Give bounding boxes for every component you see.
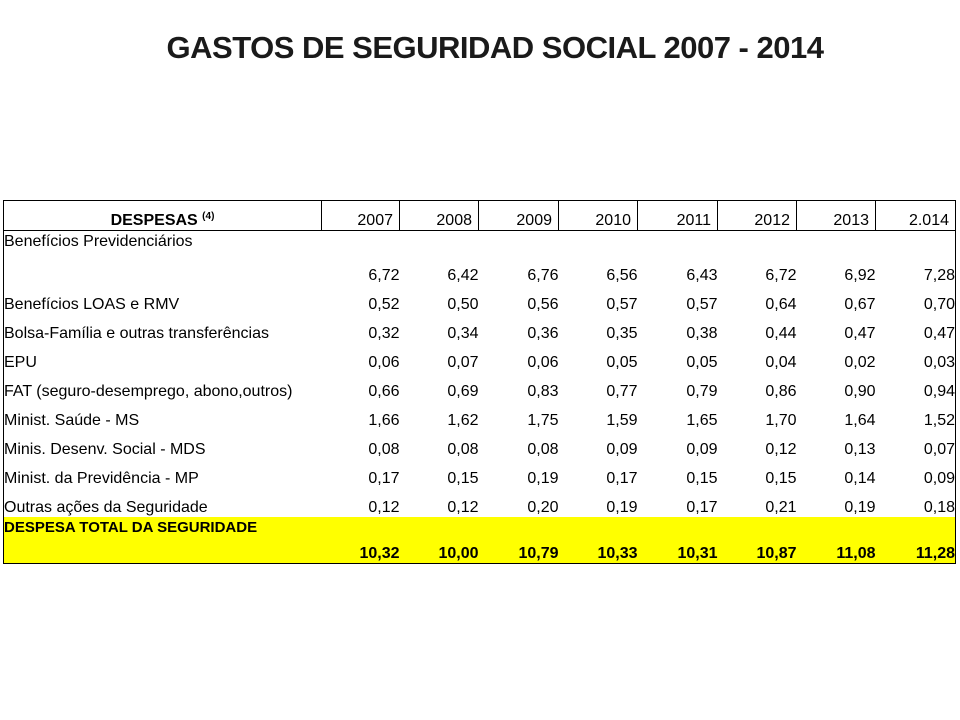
value-cell: 6,72 bbox=[765, 267, 797, 284]
header-label-cell bbox=[4, 201, 322, 231]
value-cell: 0,05 bbox=[686, 354, 718, 371]
value-cell: 0,52 bbox=[368, 296, 400, 313]
row-label: DESPESA TOTAL DA SEGURIDADE bbox=[4, 517, 322, 564]
value-cell: 6,43 bbox=[686, 267, 718, 284]
value-cell: 6,72 bbox=[368, 267, 400, 284]
value-cell: 6,76 bbox=[527, 267, 559, 284]
year-header: 2007 bbox=[322, 201, 400, 231]
value-cell: 0,17 bbox=[606, 470, 638, 487]
value-cell: 0,15 bbox=[447, 470, 479, 487]
value-cell: 0,09 bbox=[606, 441, 638, 458]
value-cell: 0,57 bbox=[606, 296, 638, 313]
value-cell: 0,21 bbox=[765, 499, 797, 516]
year-header: 2009 bbox=[479, 201, 559, 231]
value-cell: 0,05 bbox=[606, 354, 638, 371]
value-cell: 1,64 bbox=[844, 412, 876, 429]
value-cell: 0,90 bbox=[844, 383, 876, 400]
value-cell: 6,56 bbox=[606, 267, 638, 284]
year-header: 2011 bbox=[638, 201, 718, 231]
value-cell: 0,08 bbox=[447, 441, 479, 458]
value-cell: 0,06 bbox=[368, 354, 400, 371]
value-cell: 0,08 bbox=[368, 441, 400, 458]
table-row bbox=[4, 488, 956, 517]
value-cell: 0,19 bbox=[606, 499, 638, 516]
value-cell: 0,94 bbox=[876, 372, 956, 401]
value-cell: 1,75 bbox=[527, 412, 559, 429]
value-cell: 0,04 bbox=[765, 354, 797, 371]
row-label: Benefícios Previdenciários bbox=[4, 231, 322, 286]
value-cell: 11,28 bbox=[876, 517, 956, 564]
value-cell: 1,70 bbox=[765, 412, 797, 429]
value-cell: 0,36 bbox=[527, 325, 559, 342]
value-cell: 0,08 bbox=[527, 441, 559, 458]
value-cell: 0,69 bbox=[447, 383, 479, 400]
table-row bbox=[4, 430, 956, 459]
value-cell: 0,14 bbox=[844, 470, 876, 487]
row-label: FAT (seguro-desemprego, abono,outros) bbox=[4, 372, 322, 401]
value-cell: 10,79 bbox=[479, 517, 559, 564]
value-cell: 0,15 bbox=[765, 470, 797, 487]
value-cell: 0,34 bbox=[447, 325, 479, 342]
row-label: Minis. Desenv. Social - MDS bbox=[4, 430, 322, 459]
table-row bbox=[4, 401, 956, 430]
value-cell: 0,07 bbox=[447, 354, 479, 371]
value-cell: 0,17 bbox=[368, 470, 400, 487]
value-cell: 0,02 bbox=[844, 354, 876, 371]
value-cell: 0,09 bbox=[686, 441, 718, 458]
value-cell: 0,07 bbox=[876, 430, 956, 459]
value-cell: 0,38 bbox=[686, 325, 718, 342]
value-cell: 1,52 bbox=[876, 401, 956, 430]
value-cell: 7,28 bbox=[876, 231, 956, 286]
value-cell: 0,12 bbox=[368, 499, 400, 516]
value-cell: 0,50 bbox=[447, 296, 479, 313]
value-cell: 0,56 bbox=[527, 296, 559, 313]
value-cell: 1,59 bbox=[606, 412, 638, 429]
value-cell: 1,66 bbox=[368, 412, 400, 429]
value-cell: 0,35 bbox=[606, 325, 638, 342]
row-label: Minist. Saúde - MS bbox=[4, 401, 322, 430]
total-row bbox=[4, 517, 956, 564]
value-cell: 0,57 bbox=[686, 296, 718, 313]
value-cell: 0,20 bbox=[527, 499, 559, 516]
value-cell: 0,15 bbox=[686, 470, 718, 487]
value-cell: 10,87 bbox=[718, 517, 797, 564]
value-cell: 10,33 bbox=[559, 517, 638, 564]
table-row bbox=[4, 343, 956, 372]
row-label: Minist. da Previdência - MP bbox=[4, 459, 322, 488]
table-row bbox=[4, 372, 956, 401]
year-header: 2008 bbox=[400, 201, 479, 231]
value-cell: 0,67 bbox=[844, 296, 876, 313]
row-label: EPU bbox=[4, 343, 322, 372]
value-cell: 0,66 bbox=[368, 383, 400, 400]
value-cell: 0,13 bbox=[844, 441, 876, 458]
row-label: Outras ações da Seguridade bbox=[4, 488, 322, 517]
value-cell: 1,65 bbox=[686, 412, 718, 429]
page-title: GASTOS DE SEGURIDAD SOCIAL 2007 - 2014 bbox=[166, 30, 824, 65]
value-cell: 0,18 bbox=[876, 488, 956, 517]
value-cell: 0,09 bbox=[876, 459, 956, 488]
value-cell: 0,03 bbox=[876, 343, 956, 372]
value-cell: 0,77 bbox=[606, 383, 638, 400]
value-cell: 1,62 bbox=[447, 412, 479, 429]
table-row bbox=[4, 231, 956, 286]
table-row bbox=[4, 314, 956, 343]
header-label: DESPESAS bbox=[110, 212, 198, 229]
value-cell: 6,92 bbox=[844, 267, 876, 284]
value-cell: 0,47 bbox=[844, 325, 876, 342]
table-row bbox=[4, 459, 956, 488]
year-header: 2013 bbox=[797, 201, 876, 231]
value-cell: 6,42 bbox=[447, 267, 479, 284]
value-cell: 0,19 bbox=[527, 470, 559, 487]
year-header: 2010 bbox=[559, 201, 638, 231]
year-header: 2.014 bbox=[876, 201, 956, 231]
value-cell: 0,06 bbox=[527, 354, 559, 371]
value-cell: 0,83 bbox=[527, 383, 559, 400]
value-cell: 0,12 bbox=[765, 441, 797, 458]
value-cell: 0,12 bbox=[447, 499, 479, 516]
value-cell: 0,19 bbox=[844, 499, 876, 516]
value-cell: 0,32 bbox=[368, 325, 400, 342]
value-cell: 0,47 bbox=[876, 314, 956, 343]
value-cell: 0,64 bbox=[765, 296, 797, 313]
row-label: Benefícios LOAS e RMV bbox=[4, 285, 322, 314]
value-cell: 0,44 bbox=[765, 325, 797, 342]
header-row bbox=[4, 201, 956, 231]
value-cell: 0,70 bbox=[876, 285, 956, 314]
value-cell: 10,31 bbox=[638, 517, 718, 564]
value-cell: 10,00 bbox=[400, 517, 479, 564]
value-cell: 0,86 bbox=[765, 383, 797, 400]
value-cell: 11,08 bbox=[797, 517, 876, 564]
row-label: Bolsa-Família e outras transferências bbox=[4, 314, 322, 343]
table-row bbox=[4, 285, 956, 314]
header-note: (4) bbox=[202, 211, 215, 222]
expenses-table bbox=[3, 200, 956, 564]
value-cell: 0,17 bbox=[686, 499, 718, 516]
value-cell: 0,79 bbox=[686, 383, 718, 400]
value-cell: 10,32 bbox=[322, 517, 400, 564]
year-header: 2012 bbox=[718, 201, 797, 231]
